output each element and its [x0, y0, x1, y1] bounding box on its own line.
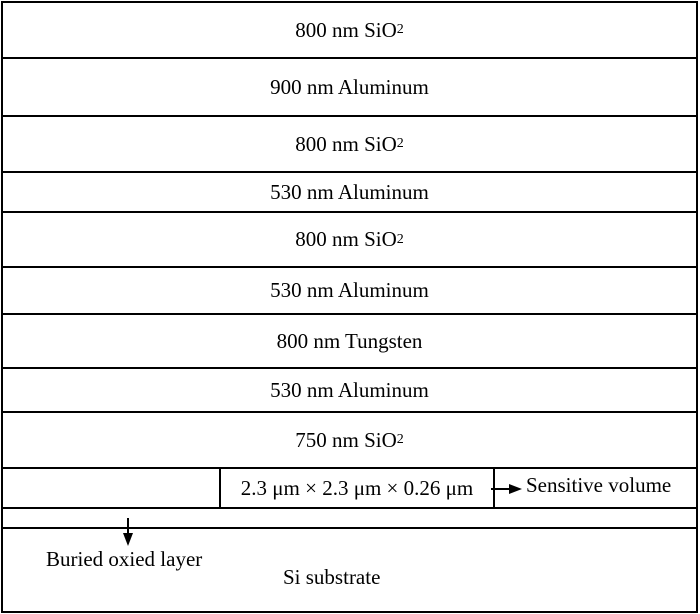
buried-oxide-label: Buried oxied layer — [46, 547, 203, 571]
sensitive-volume-arrow — [491, 484, 522, 494]
layer-3-label: 800 nm SiO — [295, 131, 397, 156]
layer-5-subscript: 2 — [396, 231, 404, 247]
layer-9-label: 750 nm SiO — [295, 427, 397, 452]
layer-4-label: 530 nm Aluminum — [270, 179, 429, 204]
layer-9-subscript: 2 — [396, 432, 404, 447]
layer-6-label: 530 nm Aluminum — [270, 278, 429, 302]
buried-oxide-arrow — [123, 518, 133, 546]
layer-2-label: 900 nm Aluminum — [270, 74, 429, 99]
layer-5-label: 800 nm SiO — [295, 227, 397, 251]
layer-1-label: 800 nm SiO — [295, 17, 397, 42]
sensitive-volume-dimensions: 2.3 μm × 2.3 μm × 0.26 μm — [240, 475, 474, 500]
layer-1-subscript: 2 — [396, 22, 404, 37]
layer-8-label: 530 nm Aluminum — [270, 377, 429, 402]
sensitive-volume-label: Sensitive volume — [526, 473, 672, 497]
layer-3-subscript: 2 — [396, 136, 404, 151]
layer-7-label: 800 nm Tungsten — [276, 328, 423, 353]
substrate-label: Si substrate — [283, 565, 381, 589]
